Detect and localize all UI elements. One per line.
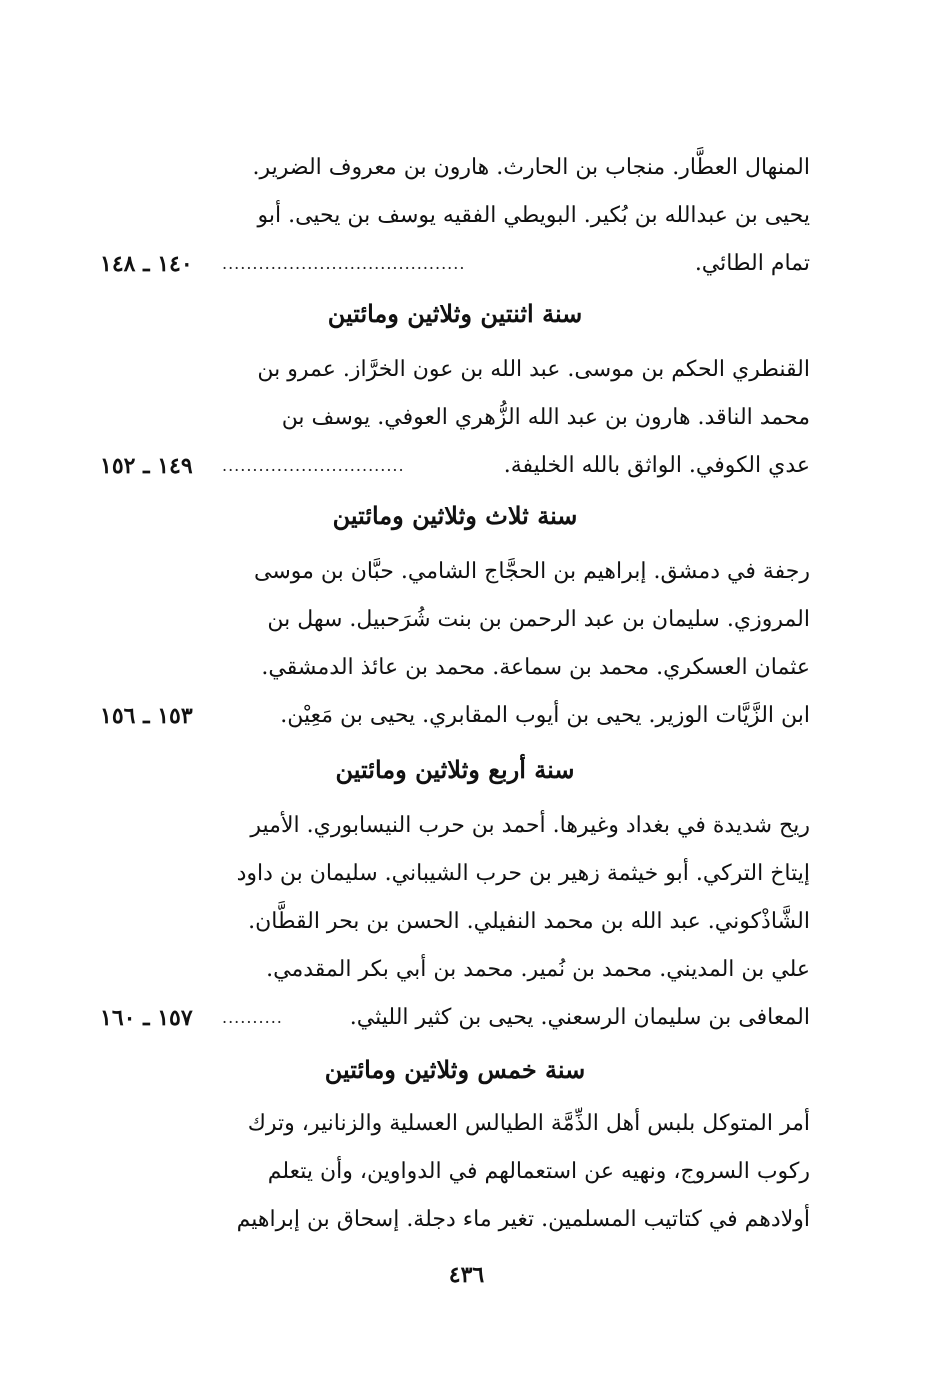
section-1 bbox=[100, 350, 810, 490]
text-line: المعافى بن سليمان الرسعني. يحيى بن كثير الليثي. bbox=[349, 1005, 810, 1030]
section-2 bbox=[100, 552, 810, 742]
entry-line bbox=[100, 446, 810, 486]
section-heading: سنة اثنتين وثلاثين ومائتين bbox=[327, 299, 583, 328]
page-number: ٤٣٦ bbox=[448, 1262, 485, 1288]
text-line: عثمان العسكري. محمد بن سماعة. محمد بن عائذ الدمشقي. bbox=[261, 655, 810, 680]
entry-line bbox=[100, 998, 810, 1038]
text-line: القنطري الحكم بن موسى. عبد الله بن عون الخرَّاز. عمرو بن bbox=[257, 357, 810, 382]
text-line: يحيى بن عبدالله بن بُكير. البويطي الفقيه يوسف بن يحيى. أبو bbox=[257, 203, 810, 228]
text-line: الشَّاذْكوني. عبد الله بن محمد النفيلي. الحسن بن بحر القطَّان. bbox=[248, 909, 810, 934]
page-range: ١٤٠ ـ ١٤٨ bbox=[100, 251, 193, 277]
text-line: علي بن المديني. محمد بن نُمير. محمد بن أبي بكر المقدمي. bbox=[266, 957, 810, 982]
text-line: رجفة في دمشق. إبراهيم بن الحجَّاج الشامي. حبَّان بن موسى bbox=[254, 559, 810, 584]
section-3 bbox=[100, 806, 810, 1042]
text-line: ابن الزَّيَّات الوزير. يحيى بن أيوب المقابري. يحيى بن مَعِيْن. bbox=[280, 703, 810, 728]
text-line: محمد الناقد. هارون بن عبد الله الزُّهري العوفي. يوسف بن bbox=[281, 405, 810, 430]
text-line: أولادهم في كتاتيب المسلمين. تغير ماء دجلة. إسحاق بن إبراهيم bbox=[236, 1207, 810, 1232]
leader-dots: .............................. bbox=[222, 456, 405, 475]
section-heading: سنة أربع وثلاثين ومائتين bbox=[335, 755, 575, 784]
text-line: ركوب السروج، ونهيه عن استعمالهم في الدواوين، وأن يتعلم bbox=[267, 1159, 810, 1184]
page-range: ١٥٣ ـ ١٥٦ bbox=[100, 703, 193, 729]
text-line: المروزي. سليمان بن عبد الرحمن بن بنت شُرَحبيل. سهل بن bbox=[267, 607, 810, 632]
section-heading: سنة خمس وثلاثين ومائتين bbox=[324, 1055, 586, 1084]
text-line: تمام الطائي. bbox=[694, 251, 810, 276]
section-heading: سنة ثلاث وثلاثين ومائتين bbox=[332, 501, 578, 530]
page-range: ١٥٧ ـ ١٦٠ bbox=[100, 1005, 193, 1031]
text-line: أمر المتوكل بلبس أهل الذِّمَّة الطيالس العسلية والزنانير، وترك bbox=[247, 1111, 810, 1136]
entry-line bbox=[100, 244, 810, 284]
entry-line bbox=[100, 696, 810, 736]
section-4 bbox=[100, 1104, 810, 1244]
leader-dots: .......... bbox=[222, 1008, 283, 1027]
leader-dots: ........................................ bbox=[222, 254, 466, 273]
text-line: إيتاخ التركي. أبو خيثمة زهير بن حرب الشيباني. سليمان بن داود bbox=[236, 861, 810, 886]
section-0 bbox=[100, 148, 810, 288]
text-line: المنهال العطَّار. منجاب بن الحارث. هارون بن معروف الضرير. bbox=[252, 155, 810, 180]
text-line: عدي الكوفي. الواثق بالله الخليفة. bbox=[503, 453, 810, 478]
page-range: ١٤٩ ـ ١٥٢ bbox=[100, 453, 193, 479]
text-line: ريح شديدة في بغداد وغيرها. أحمد بن حرب النيسابوري. الأمير bbox=[250, 813, 810, 838]
